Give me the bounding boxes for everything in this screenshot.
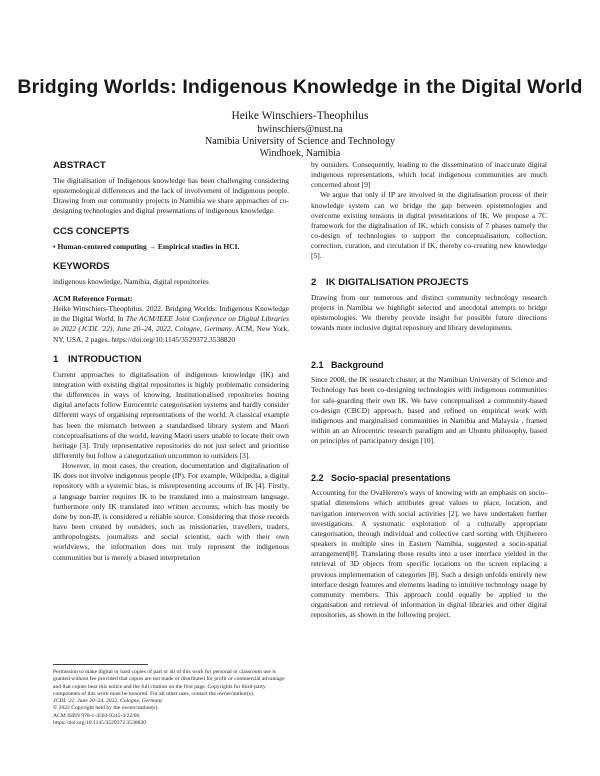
intro-title: INTRODUCTION: [68, 353, 142, 365]
author-name: Heike Winschiers-Theophilus: [231, 110, 369, 122]
acm-reference-venue: The ACM/IEEE Joint Conference on Digital Libraries in 2022 (JCDL '22), June 20–24, 2022, Cologne, Germany.: [53, 314, 289, 334]
footnote: [53, 669, 289, 727]
sec22-number: 2.2: [311, 473, 324, 484]
intro-paragraph-2: However, in most cases, the creation, documentation and digitalisation of IK does not involve indigenous people (IP). For example, Wikipedia, a digital repository with a systemic bias, is misrepresenting accounts of IK [4]. Firstly, a language barrier requires IK to be translated into a mainstream language, furthermore only IK translated into written accounts, which has mostly be done by non-IP, is considered a reliable source. Considering that those records have been created by outsiders, such as missionaries, travellers, traders, anthropologists, journalists and social scientist, each with their own worldviews, the information does not truly represent the indigenous communities but is merely a biased interpretation: [53, 461, 289, 562]
footnote-doi: https://doi.org/10.1145/3529372.3538820: [53, 719, 147, 726]
sec22-title: Socio-spacial presentations: [331, 473, 451, 484]
intro-number: 1: [53, 353, 59, 365]
sec21-title: Background: [331, 360, 384, 371]
footnote-copyright: © 2022 Copyright held by the owner/author(s).: [53, 705, 159, 712]
intro-paragraph-1: Current approaches to digitalisation of indigenous knowledge (IK) and integration with existing digital repositories is highly problematic considering the differences in ways of knowing. Institutionalised repositories hosting digital artefacts follow Eurocentric categorisation systems and hardly consider different ways of organising representations of the world. A classical example has been the mismatch between a standardised library system and Maori conceptualisations of the world, leaving Maori users unable to locate their own heritage [3]. Truly representative repositories do not just select and prioritise differently but follow a categorization uncommon to outsiders [3].: [53, 369, 289, 460]
acm-reference-prefix: Heike Winschiers-Theophilus. 2022. Bridging Worlds: Indigenous Knowledge in the Digital World. In: [53, 304, 289, 324]
keywords-text: indigenous knowledge, Namibia, digital repositories: [53, 276, 209, 286]
right-column: [311, 160, 547, 620]
sec2-heading: [311, 277, 547, 289]
sec21-number: 2.1: [311, 360, 324, 371]
sec2-number: 2: [311, 276, 317, 288]
author-email: hwinschiers@nust.na: [257, 124, 343, 135]
intro-heading: [53, 354, 289, 366]
left-column: [53, 160, 289, 726]
footnote-permission: Permission to make digital or hard copies of part or all of this work for personal or classroom use is granted without fee provided that copies are not made or distributed for profit or commercial advantage and that copies bear this notice and the full citation on the first page. Copyrights for third-party components of this work must be honored. For all other uses, contact the owner/author(s).: [53, 669, 285, 697]
footnote-rule: [53, 664, 148, 665]
abstract-text: The digitalisation of Indigenous knowledge has been challenging considering epistemological differences and the lack of involvement of indigenous people. Drawing from our community projects in Namibia we share approaches of co-designing technologies and digital presentations of indigenous knowledge.: [53, 176, 289, 216]
abstract-heading: ABSTRACT: [53, 160, 106, 171]
ccs-heading: CCS CONCEPTS: [53, 225, 130, 237]
footnote-isbn: ACM ISBN 978-1-4503-9345-4/22/06.: [53, 712, 141, 719]
sec21-heading: [311, 359, 547, 371]
acm-reference-label: ACM Reference Format:: [53, 293, 133, 303]
author-affiliation: Namibia University of Science and Technology: [205, 136, 395, 147]
author-block: [0, 108, 600, 160]
sec2-title: IK DIGITALISATION PROJECTS: [326, 276, 469, 288]
sec21-text: Since 2008, the IK research cluster, at the Namibian University of Science and Technology has been co-designing technologies with indigenous communities for safe-guarding their own IK. We have conceptualised a community-based co-design (CBCD) approach, based and refined on empirical work with indigenous and marginalised communities in Namibia and Malaysia , framed within an an Afrocentric research paradigm and an Ubuntu philosophy, based on principles of participatory design [10].: [311, 375, 547, 446]
sec22-heading: [311, 472, 547, 484]
intro-continuation: by outsiders. Consequently, leading to the dissemination of inaccurate digital indigenous representations, which local indigenous communities are much concerned about [9]: [311, 160, 547, 190]
paper-title: Bridging Worlds: Indigenous Knowledge in the Digital World: [17, 76, 583, 98]
acm-reference-suffix: ACM, New York, NY, USA, 2 pages. https://doi.org/10.1145/3529372.3538820: [53, 324, 289, 344]
ccs-text: • Human-centered computing → Empirical studies in HCI.: [53, 241, 240, 251]
footnote-block: [53, 664, 289, 727]
acm-reference: [53, 294, 289, 345]
author-location: Windhoek, Namibia: [259, 148, 341, 159]
footnote-venue: JCDL '22, June 20–24, 2022, Cologne, Germany: [53, 698, 163, 704]
intro-argument: We argue that only if IP are involved in the digitalisation process of their knowledge system can we bridge the gap between epistemologies and overcome existing tensions in digital presentations of IK. We propose a 7C framework for the digitalisation of IK, which consists of 7 phases namely the co-design of technologies to support the conceptualisation, collection, correction, curation, and circulation if IK, thereby co-creating new knowledge [5].: [311, 190, 547, 261]
sec22-text: Accounting for the OvaHerero's ways of knowing with an emphasis on socio-spatial dimensions which attributes great values to place, location, and navigation interwoven with social activities [2], we have undertaken further investigations. A systematic exploration of a culturally appropriate categorisation, through individual and collective card sorting with Otjiherero speakers in multiple sites in Eastern Namibia, suggested a socio-spatial arrangement[8]. Translating those results into a user interface yielded in the retrieval of 3D objects from specific locations on the screen replacing a previous implementation of categories [8]. Such a design unfolds entirely new interface design features and elements leading to intuitive technology usage by community members. This approach could equally be applied to the organisation and retrieval of information in digital libraries and other digital repositories, as shown in the following project.: [311, 488, 547, 620]
sec2-text: Drawing from our numerous and distinct community technology research projects in Namibia we highlight selected and anecdotal attempts to bridge epistemologies. We thereby provide insight for possible future directions towards more inclusive digital repository and library developments.: [311, 292, 547, 333]
keywords-heading: KEYWORDS: [53, 260, 110, 272]
